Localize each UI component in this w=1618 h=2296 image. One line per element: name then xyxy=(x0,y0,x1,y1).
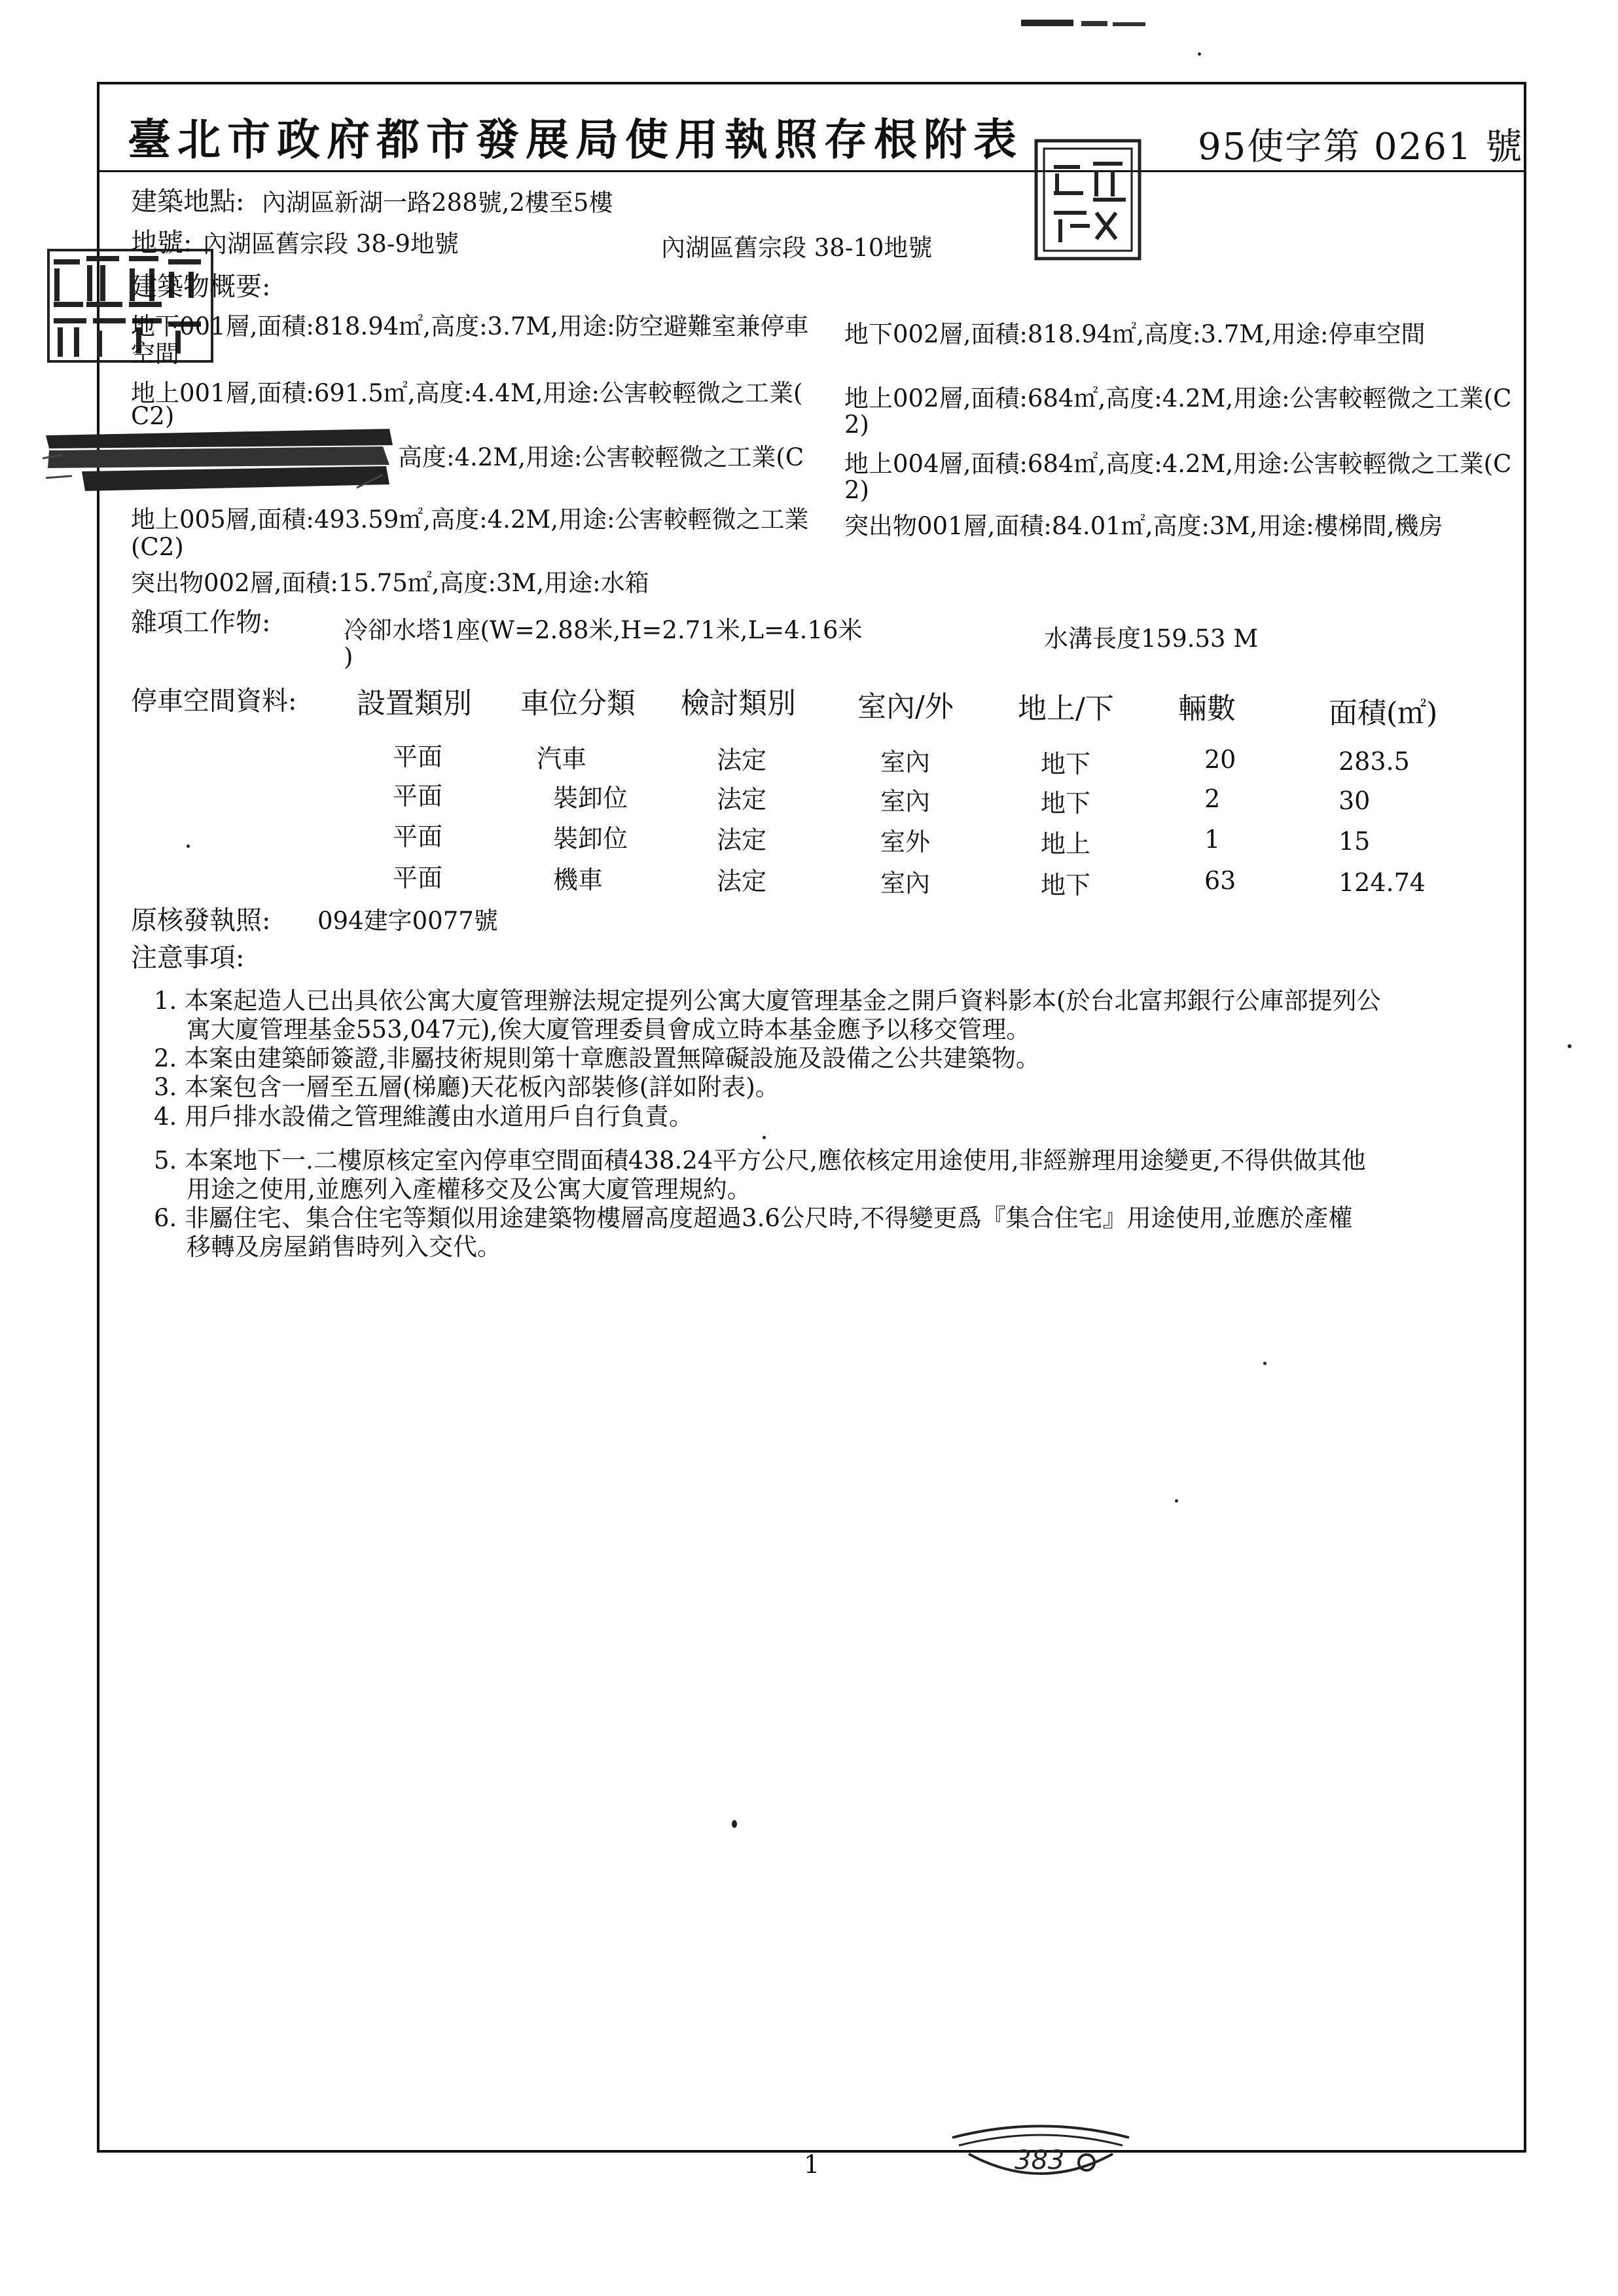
lot-value-1: 內湖區舊宗段 38-9地號 xyxy=(203,230,459,258)
parking-cell-count: 20 xyxy=(1204,745,1236,774)
floor-4-line1: 地上004層,面積:684㎡,高度:4.2M,用途:公害較輕微之工業(C xyxy=(844,450,1512,478)
note-5-line2: 用途之使用,並應列入產權移交及公寓大廈管理規約。 xyxy=(187,1175,751,1203)
parking-header-count: 輛數 xyxy=(1178,692,1236,725)
floor-b1-line1: 地下001層,面積:818.94㎡,高度:3.7M,用途:防空避難室兼停車 xyxy=(131,312,809,340)
top-scan-mark xyxy=(1021,17,1152,30)
parking-cell-area: 30 xyxy=(1339,786,1371,815)
floor-5-line2: (C2) xyxy=(131,533,184,561)
floor-3-line1: 高度:4.2M,用途:公害較輕微之工業(C xyxy=(398,443,804,471)
parking-cell-area: 15 xyxy=(1339,827,1371,856)
parking-cell-review-class: 法定 xyxy=(717,867,767,896)
parking-cell-review-class: 法定 xyxy=(717,746,767,774)
scan-speck xyxy=(732,1820,737,1828)
parking-cell-above-below: 地上 xyxy=(1041,829,1091,858)
penthouse-1: 突出物001層,面積:84.01㎡,高度:3M,用途:樓梯間,機房 xyxy=(844,512,1443,540)
document-title: 臺北市政府都市發展局使用執照存根附表 xyxy=(128,114,1023,165)
bottom-seal-stamp xyxy=(943,2118,1139,2190)
official-seal-stamp xyxy=(1031,134,1145,265)
redacted-area xyxy=(43,419,396,501)
parking-label: 停車空間資料: xyxy=(131,686,297,716)
original-permit-value: 094建字0077號 xyxy=(317,907,498,935)
floor-2-line2: 2) xyxy=(844,410,869,439)
lot-label: 地號: xyxy=(131,228,192,258)
parking-cell-space-class: 裝卸位 xyxy=(553,784,628,812)
parking-cell-type: 平面 xyxy=(393,782,443,811)
parking-cell-count: 1 xyxy=(1204,825,1221,854)
parking-cell-space-class: 裝卸位 xyxy=(553,824,628,853)
floor-4-line2: 2) xyxy=(844,476,869,504)
address-label: 建築地點: xyxy=(131,187,245,217)
address-value: 內湖區新湖一路288號,2樓至5樓 xyxy=(262,189,613,217)
parking-cell-type: 平面 xyxy=(393,822,443,851)
note-1-line2: 寓大廈管理基金553,047元),俟大廈管理委員會成立時本基金應予以移交管理。 xyxy=(187,1015,1031,1044)
floor-b1-line2: 空間 xyxy=(131,340,179,368)
parking-cell-space-class: 機車 xyxy=(553,866,603,894)
floor-1-line2: C2) xyxy=(131,402,175,430)
parking-cell-area: 283.5 xyxy=(1339,747,1410,776)
note-6-line2: 移轉及房屋銷售時列入交代。 xyxy=(187,1233,501,1261)
floor-5-line1: 地上005層,面積:493.59㎡,高度:4.2M,用途:公害較輕微之工業 xyxy=(131,505,809,534)
parking-cell-indoor-outdoor: 室內 xyxy=(880,869,931,898)
scan-speck xyxy=(187,845,190,848)
note-3: 3. 本案包含一層至五層(梯廳)天花板內部裝修(詳如附表)。 xyxy=(154,1073,780,1101)
parking-cell-indoor-outdoor: 室內 xyxy=(880,748,931,776)
parking-cell-count: 2 xyxy=(1204,784,1221,813)
penthouse-2: 突出物002層,面積:15.75㎡,高度:3M,用途:水箱 xyxy=(131,569,649,597)
scan-speck xyxy=(1175,1499,1178,1503)
original-permit-label: 原核發執照: xyxy=(131,905,271,936)
parking-cell-indoor-outdoor: 室外 xyxy=(880,828,931,856)
parking-header-type: 設置類別 xyxy=(357,687,472,720)
note-6-line1: 6. 非屬住宅、集合住宅等類似用途建築物樓層高度超過3.6公尺時,不得變更爲『集合住宅』用途使用,並應於產權 xyxy=(154,1204,1353,1232)
note-5-line1: 5. 本案地下一.二樓原核定室內停車空間面積438.24平方公尺,應依核定用途使用,非經辦理用途變更,不得供做其他 xyxy=(154,1146,1366,1175)
lot-value-2: 內湖區舊宗段 38-10地號 xyxy=(661,234,933,262)
floor-1-line1: 地上001層,面積:691.5㎡,高度:4.4M,用途:公害較輕微之工業( xyxy=(131,379,803,407)
scan-speck xyxy=(1568,1044,1572,1048)
misc-ditch: 水溝長度159.53 M xyxy=(1044,625,1259,653)
parking-header-area: 面積(㎡) xyxy=(1329,697,1438,730)
parking-cell-space-class: 汽車 xyxy=(537,744,587,773)
floor-b2: 地下002層,面積:818.94㎡,高度:3.7M,用途:停車空間 xyxy=(844,320,1426,348)
svg-text:383: 383 xyxy=(1015,2145,1065,2176)
parking-cell-indoor-outdoor: 室內 xyxy=(880,787,931,816)
parking-cell-above-below: 地下 xyxy=(1041,789,1091,818)
note-1-line1: 1. 本案起造人已出具依公寓大廈管理辦法規定提列公寓大廈管理基金之開戶資料影本(於台北富邦銀行公庫部提列公 xyxy=(154,987,1381,1015)
header-divider xyxy=(97,170,1526,172)
parking-header-indoor-outdoor: 室內/外 xyxy=(857,690,954,723)
parking-header-above-below: 地上/下 xyxy=(1018,692,1114,725)
parking-cell-above-below: 地下 xyxy=(1041,750,1091,778)
notes-label: 注意事項: xyxy=(131,943,245,973)
misc-cooling-tower-line1: 冷卻水塔1座(W=2.88米,H=2.71米,L=4.16米 xyxy=(344,616,863,644)
permit-number: 95使字第 0261 號 xyxy=(1198,126,1524,168)
floor-2-line1: 地上002層,面積:684㎡,高度:4.2M,用途:公害較輕微之工業(C xyxy=(844,384,1512,412)
parking-cell-above-below: 地下 xyxy=(1041,871,1091,900)
parking-cell-type: 平面 xyxy=(393,742,443,771)
scan-speck xyxy=(1198,52,1201,56)
parking-cell-review-class: 法定 xyxy=(717,826,767,854)
parking-cell-type: 平面 xyxy=(393,864,443,892)
misc-cooling-tower-line2: ) xyxy=(344,643,353,671)
parking-cell-area: 124.74 xyxy=(1339,868,1426,897)
misc-label: 雜項工作物: xyxy=(131,608,271,638)
note-4: 4. 用戶排水設備之管理維護由水道用戶自行負責。 xyxy=(154,1102,694,1131)
note-2: 2. 本案由建築師簽證,非屬技術規則第十章應設置無障礙設施及設備之公共建築物。 xyxy=(154,1044,1040,1072)
parking-cell-count: 63 xyxy=(1204,866,1236,895)
parking-cell-review-class: 法定 xyxy=(717,785,767,814)
overview-label: 建築物概要: xyxy=(131,272,271,302)
page-number: 1 xyxy=(804,2150,820,2179)
scan-speck xyxy=(763,1136,766,1139)
parking-header-review-class: 檢討類別 xyxy=(681,687,796,720)
parking-header-space-class: 車位分類 xyxy=(520,687,636,720)
scan-speck xyxy=(1263,1362,1267,1365)
